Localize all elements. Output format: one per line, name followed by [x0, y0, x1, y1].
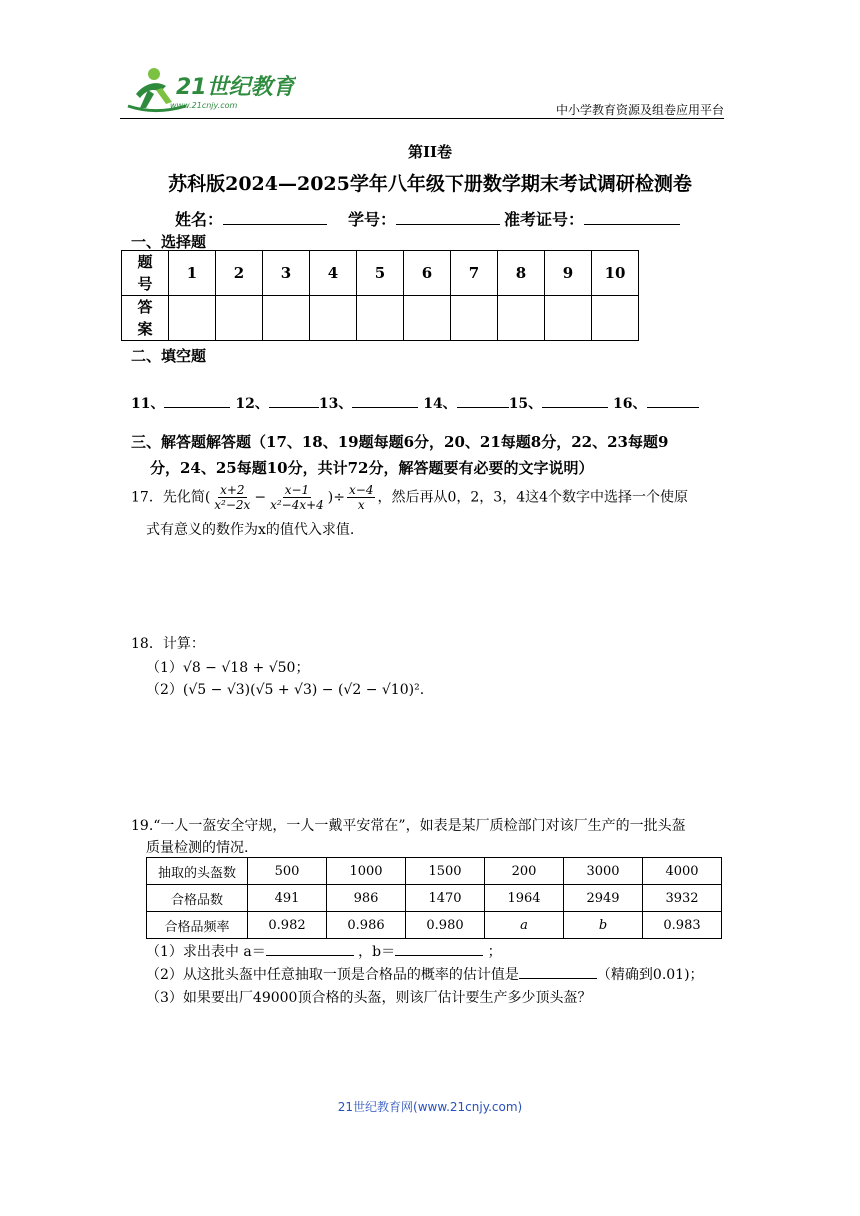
answer-blank-b[interactable] — [395, 941, 483, 956]
question-number: 3 — [263, 251, 310, 296]
answer-cell[interactable] — [357, 296, 404, 341]
question-19: 19.“一人一盔安全守规，一人一戴平安常在”，如表是某厂质检部门对该厂生产的一批头盔 — [131, 818, 686, 834]
exam-no-field[interactable] — [504, 207, 680, 230]
fill-label: 14、 — [423, 396, 457, 412]
header-divider — [120, 118, 724, 119]
question-number: 9 — [545, 251, 592, 296]
question-19-part2: （2）从这批头盔中任意抽取一顶是合格品的概率的估计值是 （精确到0.01)； — [146, 963, 704, 987]
answer-cell[interactable] — [216, 296, 263, 341]
name-field[interactable] — [175, 207, 327, 230]
table-row — [122, 251, 639, 296]
answer-table — [121, 250, 639, 341]
question-18-part2: （2）(√5 − √3)(√5 + √3) − (√2 − √10)². — [146, 682, 425, 698]
fill-label: 15、 — [508, 396, 543, 412]
fill-blanks — [131, 393, 699, 413]
question-number: 8 — [498, 251, 545, 296]
question-17-line2: 式有意义的数作为x的值代入求值. — [146, 522, 355, 538]
question-number: 7 — [451, 251, 498, 296]
fraction: $\frac{x-4}{x}$ — [349, 483, 374, 512]
fraction: $\frac{x+2}{\text{x²−2x}}$ — [214, 483, 251, 512]
fill-label: 12、 — [235, 396, 269, 412]
table-row: 抽取的头盔数 500 1000 1500 200 3000 4000 — [147, 858, 722, 885]
question-number: 10 — [592, 251, 639, 296]
question-19-part3: （3）如果要出厂49000顶合格的头盔，则该厂估计要生产多少顶头盔？ — [146, 990, 592, 1006]
name-label: 姓名： — [175, 210, 224, 229]
logo-url: www.21cnjy.com — [170, 101, 238, 110]
answer-blank-a[interactable] — [266, 941, 354, 956]
fraction: $\frac{x-1}{\text{x²−4x+4}}$ — [270, 483, 324, 512]
question-number: 1 — [169, 251, 216, 296]
question-18: 18．计算： — [131, 636, 205, 652]
logo-text: 21世纪教育 — [176, 75, 295, 100]
fill-label: 16、 — [613, 396, 647, 412]
table-row: 合格品数 491 986 1470 1964 2949 3932 — [147, 885, 722, 912]
question-18-part1: （1）√8 − √18 + √50； — [146, 660, 310, 676]
fill-label: 13、 — [318, 396, 353, 412]
answer-cell[interactable] — [451, 296, 498, 341]
question-number: 2 — [216, 251, 263, 296]
question-number: 5 — [357, 251, 404, 296]
footer-link[interactable]: 21世纪教育网(www.21cnjy.com) — [337, 1100, 523, 1114]
answer-cell[interactable] — [545, 296, 592, 341]
exam-no-blank[interactable] — [584, 210, 680, 225]
table-row: 合格品频率 0.982 0.986 0.980 a b 0.983 — [147, 912, 722, 939]
answer-cell[interactable] — [169, 296, 216, 341]
answer-cell[interactable] — [310, 296, 357, 341]
fill-blank[interactable] — [352, 393, 418, 408]
student-no-blank[interactable] — [396, 210, 500, 225]
question-19-part1: （1）求出表中 a＝ ，b＝ ； — [146, 940, 502, 964]
platform-label: 中小学教育资源及组卷应用平台 — [555, 103, 724, 117]
exam-no-label: 准考证号： — [504, 210, 585, 229]
logo-runner-icon — [126, 66, 296, 114]
fill-blank[interactable] — [164, 393, 230, 408]
volume-label: 第II卷 — [407, 143, 453, 161]
name-blank[interactable] — [223, 210, 327, 225]
fill-label: 11、 — [131, 396, 165, 412]
answer-cell[interactable] — [404, 296, 451, 341]
section1-heading: 一、选择题 — [131, 233, 207, 251]
answer-cell[interactable] — [592, 296, 639, 341]
helmet-table — [146, 857, 722, 939]
page-title: 苏科版2024—2025学年八年级下册数学期末考试调研检测卷 — [168, 173, 692, 195]
student-no-label: 学号： — [348, 210, 397, 229]
question-19-line2: 质量检测的情况. — [146, 840, 249, 856]
table-row — [122, 296, 639, 341]
fill-blank[interactable] — [647, 393, 699, 408]
section3-heading: 三、解答题解答题（17、18、19题每题6分，20、21每题8分，22、23每题9 分，24、25每题10分，共计72分，解答题要有必要的文字说明） — [131, 433, 669, 477]
row-label-number: 题 号 — [122, 251, 169, 296]
question-number: 6 — [404, 251, 451, 296]
fill-blank[interactable] — [457, 393, 509, 408]
fill-blank[interactable] — [269, 393, 319, 408]
answer-blank-probability[interactable] — [519, 964, 597, 979]
row-label-answer: 答 案 — [122, 296, 169, 341]
answer-cell[interactable] — [263, 296, 310, 341]
question-17: 17．先化简( $\frac{x+2}{\text{x²−2x}}$ − $\frac{x-1}{\text{x²−4x+4}}$ )÷ $\frac{x-4}{x}$ ，然后再从0，2，3，4这4个数字中选择一个使原 — [131, 483, 689, 512]
section2-heading: 二、填空题 — [131, 347, 207, 365]
answer-cell[interactable] — [498, 296, 545, 341]
question-number: 4 — [310, 251, 357, 296]
logo — [126, 66, 296, 114]
fill-blank[interactable] — [542, 393, 608, 408]
student-no-field[interactable] — [348, 207, 500, 230]
